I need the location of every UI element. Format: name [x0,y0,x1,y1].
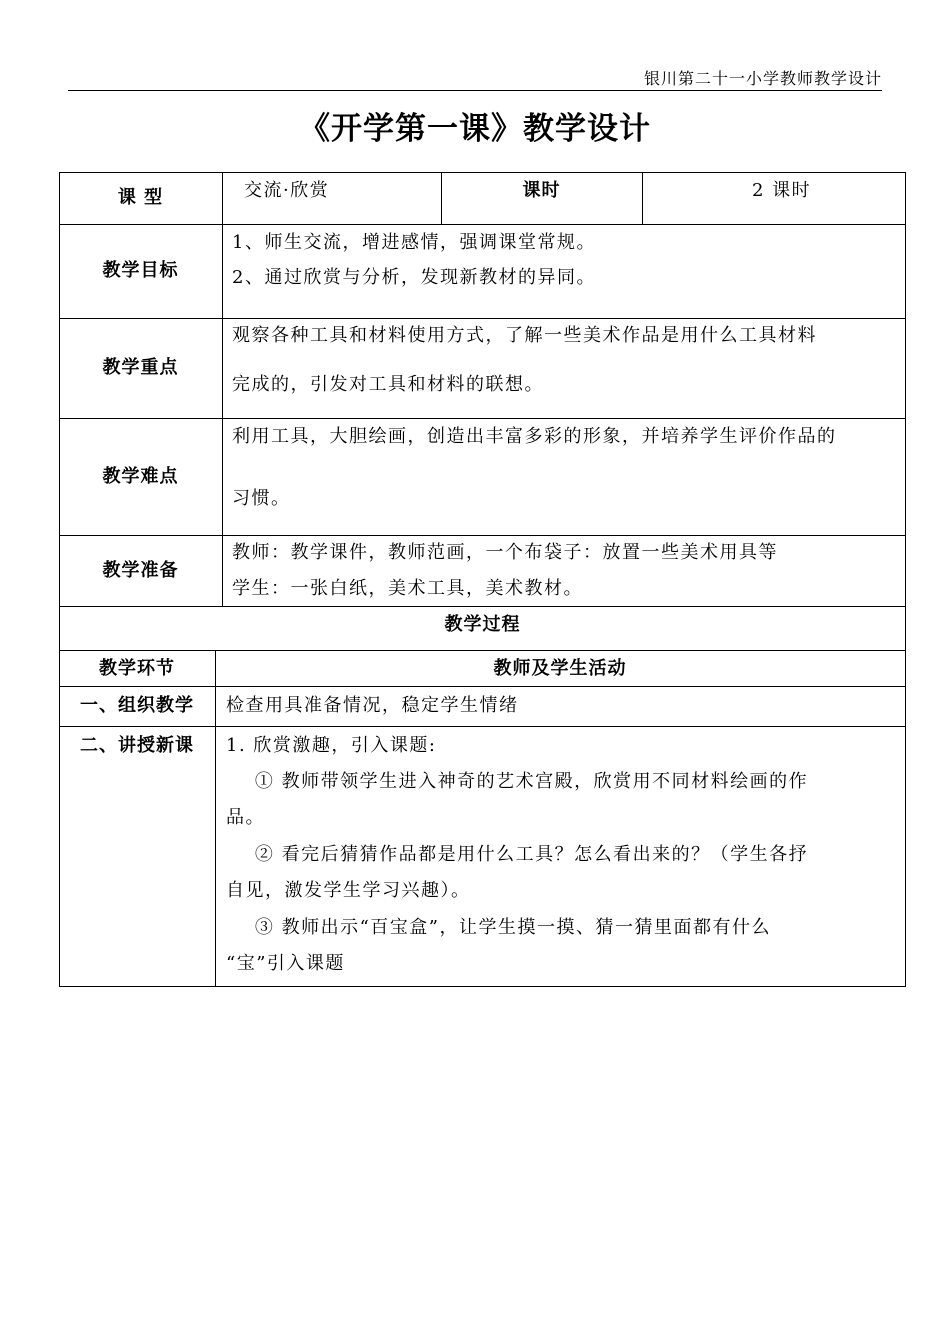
activity-line: ② 看完后猜猜作品都是用什么工具？怎么看出来的？（学生各抒 [226,844,809,865]
table-border-bottom [59,986,906,987]
preparation-line-1: 教师：教学课件，教师范画，一个布袋子：放置一些美术用具等 [232,542,778,563]
activity-line: 品。 [226,807,265,828]
activity-line: “宝”引入课题 [226,953,345,974]
difficulties-line-1: 利用工具，大胆绘画，创造出丰富多彩的形象，并培养学生评价作品的 [232,426,837,447]
stage-new-lesson: 二、讲授新课 [80,735,194,756]
activity-organize: 检查用具准备情况，稳定学生情绪 [226,695,519,716]
preparation-line-2: 学生：一张白纸，美术工具，美术教材。 [232,578,583,599]
table-line [59,650,906,651]
goals-label: 教学目标 [102,260,179,282]
header-divider [68,90,882,91]
table-line [642,172,643,224]
table-line [59,606,906,607]
key-points-line-1: 观察各种工具和材料使用方式，了解一些美术作品是用什么工具材料 [232,325,817,346]
stage-organize: 一、组织教学 [80,695,194,716]
key-points-label: 教学重点 [102,357,179,379]
stage-column-header: 教学环节 [99,658,175,679]
process-heading: 教学过程 [444,614,521,635]
type-value: 交流·欣赏 [244,180,330,201]
preparation-label: 教学准备 [102,559,179,581]
goals-line-1: 1、师生交流，增进感情，强调课堂常规。 [232,232,596,253]
activity-line: 1. 欣赏激趣，引入课题: [226,735,437,756]
table-line [215,650,216,987]
table-line [59,726,906,727]
difficulties-label: 教学难点 [102,465,179,487]
header-school-name: 银川第二十一小学教师教学设计 [643,69,882,88]
key-points-line-2: 完成的，引发对工具和材料的联想。 [232,374,544,395]
goals-line-2: 2、通过欣赏与分析，发现新教材的异同。 [232,267,596,288]
table-border-right [905,172,906,987]
hours-label: 课时 [522,180,561,201]
difficulties-line-2: 习惯。 [232,488,291,509]
table-line [59,686,906,687]
document-title: 《开学第一课》教学设计 [299,111,651,147]
activity-column-header: 教师及学生活动 [493,658,627,679]
table-line [222,172,223,606]
hours-value: 2 课时 [752,180,812,201]
type-label: 课 型 [117,187,164,209]
activity-line: 自见，激发学生学习兴趣）。 [226,880,471,901]
activity-line: ① 教师带领学生进入神奇的艺术宫殿，欣赏用不同材料绘画的作 [226,771,809,792]
activity-line: ③ 教师出示“百宝盒”，让学生摸一摸、猜一猜里面都有什么 [226,917,772,938]
